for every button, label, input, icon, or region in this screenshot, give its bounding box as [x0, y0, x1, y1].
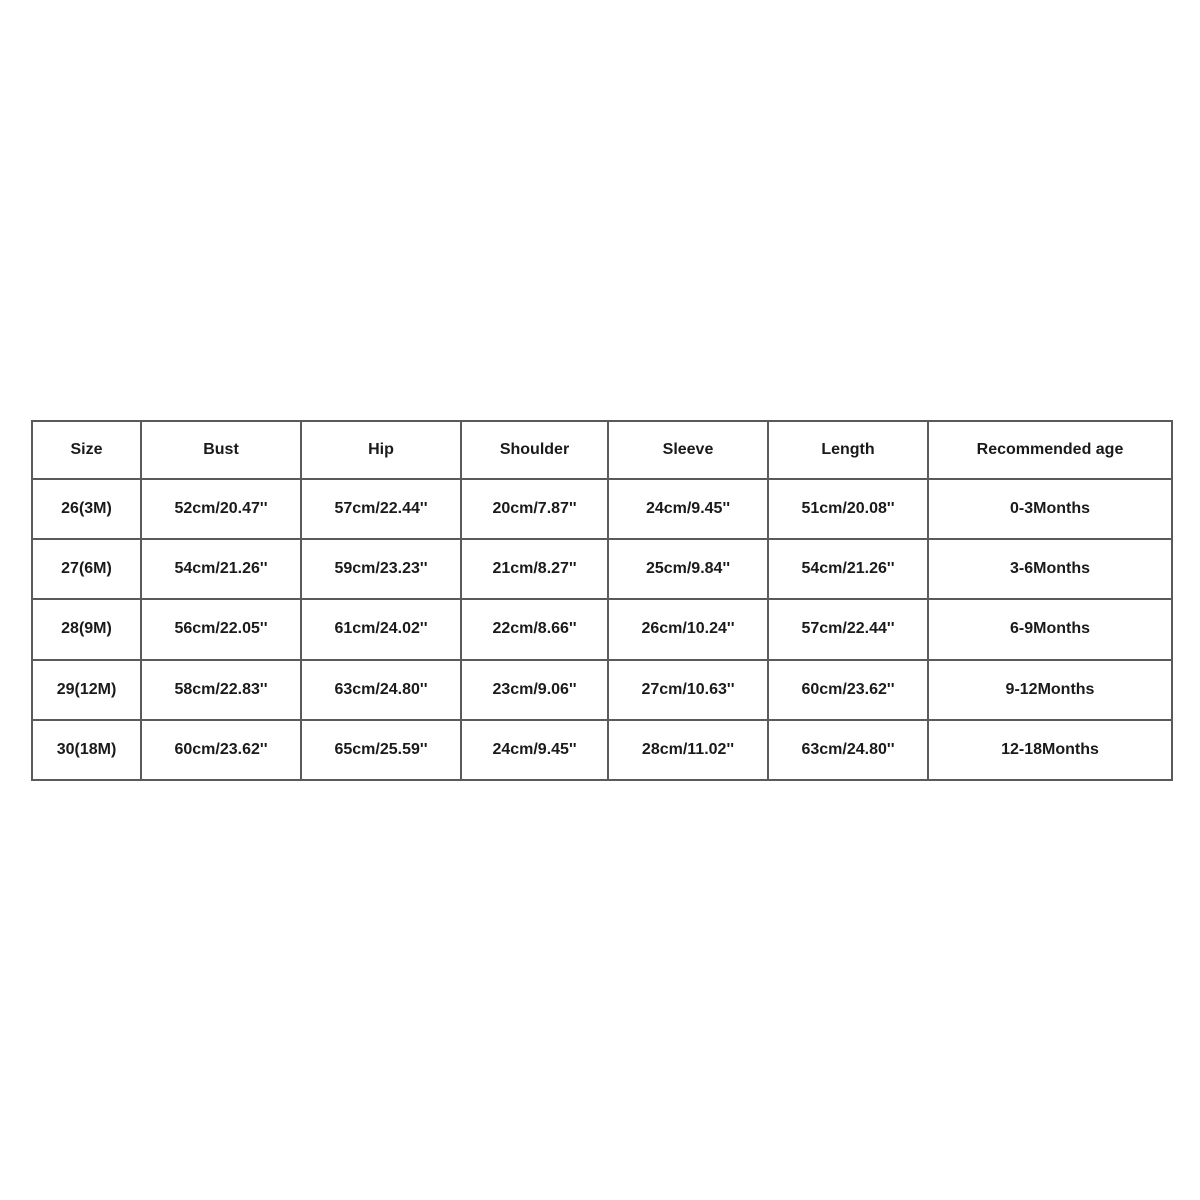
cell-recommended-age: 12-18Months	[928, 720, 1172, 780]
cell-bust: 52cm/20.47''	[141, 479, 301, 539]
cell-hip: 65cm/25.59''	[301, 720, 461, 780]
table-row	[32, 539, 1172, 599]
table-row	[32, 660, 1172, 720]
header-shoulder: Shoulder	[461, 421, 608, 479]
cell-sleeve: 28cm/11.02''	[608, 720, 768, 780]
header-hip: Hip	[301, 421, 461, 479]
cell-shoulder: 24cm/9.45''	[461, 720, 608, 780]
cell-bust: 54cm/21.26''	[141, 539, 301, 599]
cell-sleeve: 27cm/10.63''	[608, 660, 768, 720]
cell-shoulder: 20cm/7.87''	[461, 479, 608, 539]
header-sleeve: Sleeve	[608, 421, 768, 479]
header-recommended-age: Recommended age	[928, 421, 1172, 479]
cell-recommended-age: 3-6Months	[928, 539, 1172, 599]
cell-length: 51cm/20.08''	[768, 479, 928, 539]
cell-size: 26(3M)	[32, 479, 141, 539]
cell-hip: 61cm/24.02''	[301, 599, 461, 659]
cell-bust: 58cm/22.83''	[141, 660, 301, 720]
cell-recommended-age: 9-12Months	[928, 660, 1172, 720]
size-chart-table	[31, 420, 1173, 781]
cell-size: 30(18M)	[32, 720, 141, 780]
cell-recommended-age: 0-3Months	[928, 479, 1172, 539]
header-length: Length	[768, 421, 928, 479]
cell-recommended-age: 6-9Months	[928, 599, 1172, 659]
cell-length: 60cm/23.62''	[768, 660, 928, 720]
cell-length: 57cm/22.44''	[768, 599, 928, 659]
cell-sleeve: 25cm/9.84''	[608, 539, 768, 599]
cell-sleeve: 26cm/10.24''	[608, 599, 768, 659]
cell-size: 28(9M)	[32, 599, 141, 659]
cell-size: 29(12M)	[32, 660, 141, 720]
cell-bust: 56cm/22.05''	[141, 599, 301, 659]
table-row	[32, 599, 1172, 659]
table-row	[32, 720, 1172, 780]
cell-hip: 59cm/23.23''	[301, 539, 461, 599]
cell-size: 27(6M)	[32, 539, 141, 599]
header-bust: Bust	[141, 421, 301, 479]
cell-hip: 63cm/24.80''	[301, 660, 461, 720]
cell-shoulder: 22cm/8.66''	[461, 599, 608, 659]
table-row	[32, 479, 1172, 539]
table-header-row	[32, 421, 1172, 479]
cell-shoulder: 21cm/8.27''	[461, 539, 608, 599]
cell-length: 54cm/21.26''	[768, 539, 928, 599]
cell-hip: 57cm/22.44''	[301, 479, 461, 539]
cell-sleeve: 24cm/9.45''	[608, 479, 768, 539]
cell-length: 63cm/24.80''	[768, 720, 928, 780]
header-size: Size	[32, 421, 141, 479]
cell-shoulder: 23cm/9.06''	[461, 660, 608, 720]
cell-bust: 60cm/23.62''	[141, 720, 301, 780]
